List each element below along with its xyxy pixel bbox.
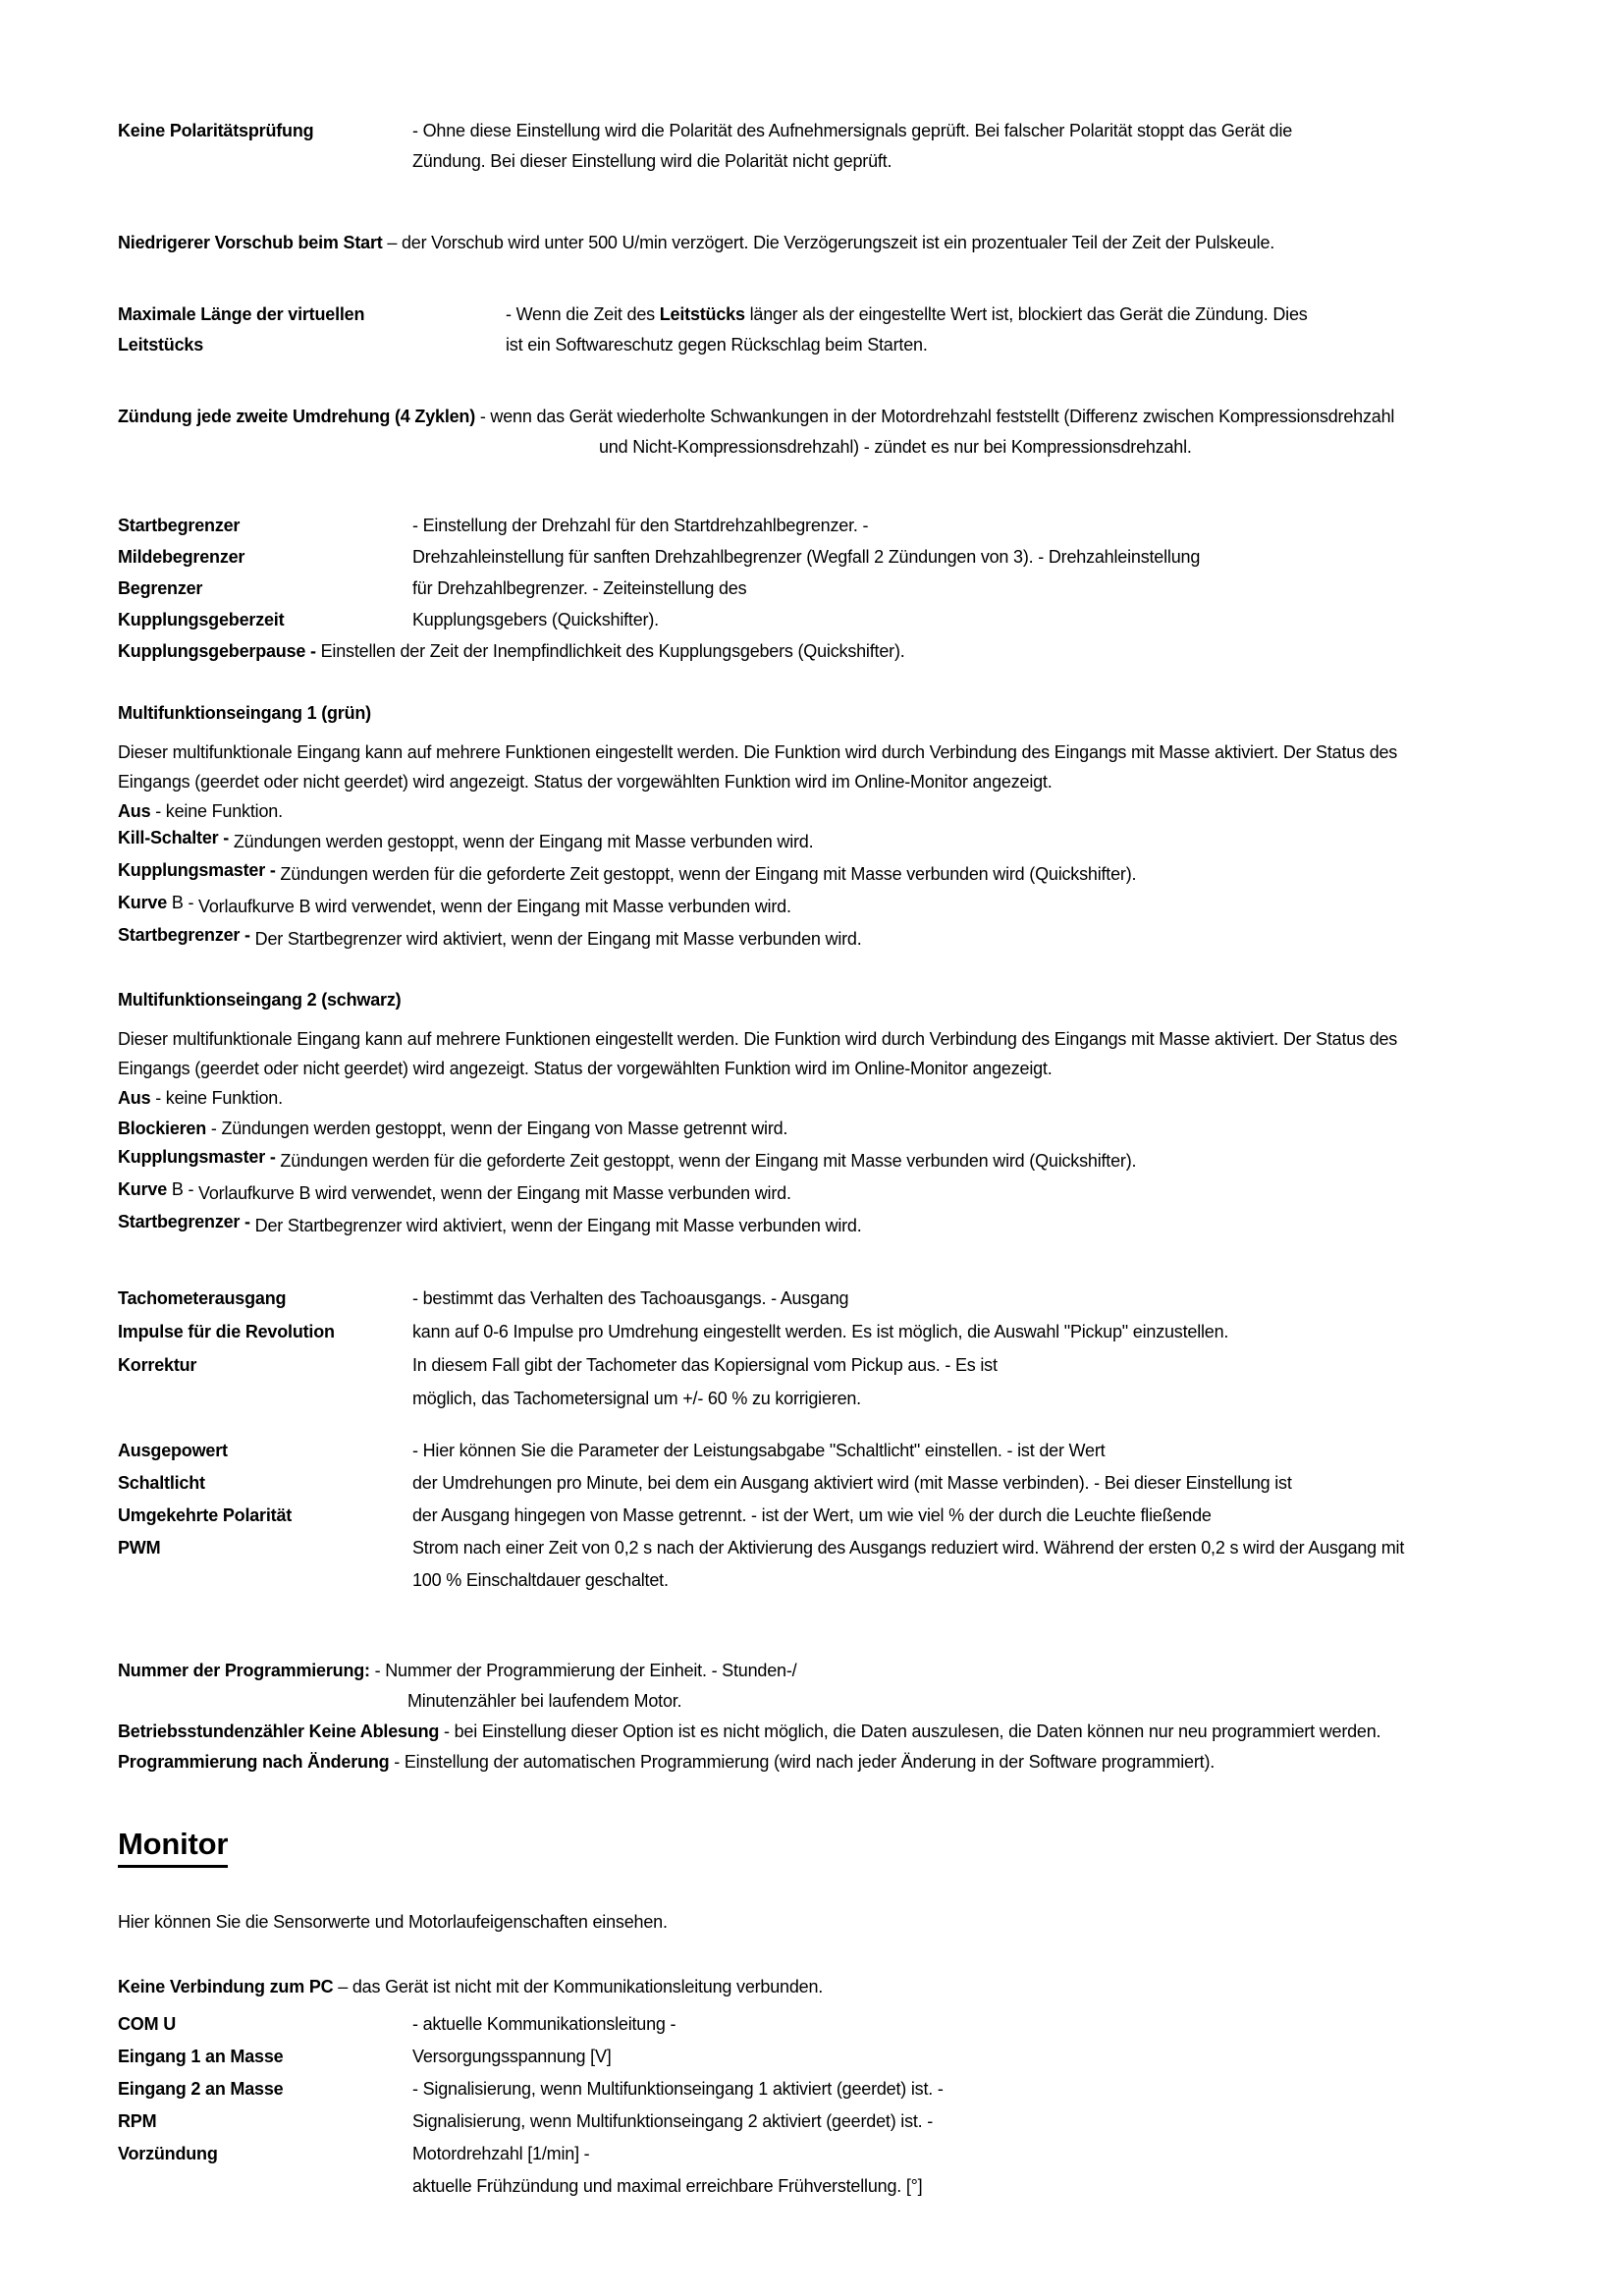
section-clutch-pause bbox=[118, 635, 1514, 667]
definition-text-line: kann auf 0-6 Impulse pro Umdrehung eingestellt werden. Es ist möglich, die Auswahl "Pickup" einzustellen. bbox=[412, 1322, 1229, 1341]
term-label: Kurve bbox=[118, 893, 168, 912]
option-item bbox=[118, 826, 1514, 858]
term-text: Einstellen der Zeit der Inempfindlichkeit des Kupplungsgebers (Quickshifter). bbox=[315, 641, 905, 661]
inline-definition bbox=[118, 1747, 1514, 1777]
definition-desc-column bbox=[506, 300, 1514, 360]
definition-label-column bbox=[118, 510, 412, 635]
definition-label: Begrenzer bbox=[118, 578, 203, 598]
section-paragraph bbox=[118, 738, 1514, 796]
definition-text-line: Strom nach einer Zeit von 0,2 s nach der Aktivierung des Ausgangs reduziert wird. Während der ersten 0,2 s wird der Ausgang mit bbox=[412, 1538, 1405, 1558]
inline-definition bbox=[118, 635, 1514, 667]
section-programming bbox=[118, 1656, 1514, 1777]
definition-text-line: - Signalisierung, wenn Multifunktionseingang 1 aktiviert (geerdet) ist. - bbox=[412, 2079, 944, 2099]
term-text: - keine Funktion. bbox=[150, 1088, 283, 1108]
definition-label: COM U bbox=[118, 2014, 176, 2034]
option-list bbox=[118, 796, 1514, 956]
term-text: Der Startbegrenzer wird aktiviert, wenn der Eingang mit Masse verbunden wird. bbox=[249, 929, 862, 949]
definition-text-line: für Drehzahlbegrenzer. - Zeiteinstellung des bbox=[412, 578, 747, 598]
section-monitor bbox=[118, 1827, 1514, 2203]
option-item bbox=[118, 891, 1514, 923]
inline-definition-continuation: und Nicht-Kompressionsdrehzahl) - zündet es nur bei Kompressionsdrehzahl. bbox=[599, 437, 1192, 457]
definition-text-line: ist ein Softwareschutz gegen Rückschlag beim Starten. bbox=[506, 335, 928, 355]
option-item bbox=[118, 1083, 1514, 1113]
definition-label: Schaltlicht bbox=[118, 1473, 205, 1493]
definition-desc-column bbox=[412, 2008, 1514, 2203]
term-label-group bbox=[118, 893, 193, 912]
definition-desc-column bbox=[412, 1282, 1514, 1415]
paragraph-line: Dieser multifunktionale Eingang kann auf mehrere Funktionen eingestellt werden. Die Funktion wird durch Verbindung des Eingangs mit Masse aktiviert. Der Status des bbox=[118, 1029, 1398, 1049]
definition-text-line: Zündung. Bei dieser Einstellung wird die Polarität nicht geprüft. bbox=[412, 151, 892, 171]
definition-desc-column bbox=[412, 116, 1514, 177]
option-item bbox=[118, 796, 1514, 826]
definition-label-column bbox=[118, 1282, 412, 1382]
term-label: Blockieren bbox=[118, 1119, 207, 1138]
term-text: Zündungen werden gestoppt, wenn der Eingang mit Masse verbunden wird. bbox=[229, 832, 814, 851]
definition-text-line: - aktuelle Kommunikationsleitung - bbox=[412, 2014, 676, 2034]
section-multifunction-input-2 bbox=[118, 985, 1514, 1242]
inline-definition bbox=[118, 1656, 1514, 1686]
term-label: Kupplungsmaster - bbox=[118, 860, 276, 880]
term-label: Betriebsstundenzähler Keine Ablesung bbox=[118, 1722, 440, 1741]
definition-text-line bbox=[506, 300, 1514, 330]
definition-text-line: In diesem Fall gibt der Tachometer das Kopiersignal vom Pickup aus. - Es ist bbox=[412, 1355, 998, 1375]
definition-label: PWM bbox=[118, 1538, 161, 1558]
term-text: - Einstellung der automatischen Programmierung (wird nach jeder Änderung in der Software programmiert). bbox=[389, 1752, 1216, 1772]
term-label: Nummer der Programmierung: bbox=[118, 1661, 370, 1680]
section-heading: Multifunktionseingang 1 (grün) bbox=[118, 703, 371, 723]
term-text: – das Gerät ist nicht mit der Kommunikationsleitung verbunden. bbox=[333, 1977, 824, 1996]
term-text: Zündungen werden für die geforderte Zeit gestoppt, wenn der Eingang mit Masse verbunden wird (Quickshifter). bbox=[275, 864, 1137, 884]
term-label: Kupplungsgeberpause - bbox=[118, 641, 316, 661]
definition-label: Korrektur bbox=[118, 1355, 197, 1375]
definition-text-line: Drehzahleinstellung für sanften Drehzahlbegrenzer (Wegfall 2 Zündungen von 3). - Drehzahleinstellung bbox=[412, 547, 1201, 567]
term-label: Aus bbox=[118, 801, 151, 821]
monitor-heading-row bbox=[118, 1827, 1514, 1868]
definition-text-line: - Ohne diese Einstellung wird die Polarität des Aufnehmersignals geprüft. Bei falscher Polarität stoppt das Gerät die bbox=[412, 121, 1293, 140]
definition-label: Impulse für die Revolution bbox=[118, 1322, 335, 1341]
definition-label: Eingang 2 an Masse bbox=[118, 2079, 284, 2099]
definition-text-line: möglich, das Tachometersignal um +/- 60 % zu korrigieren. bbox=[412, 1389, 861, 1408]
definition-text-line: Signalisierung, wenn Multifunktionseingang 2 aktiviert (geerdet) ist. - bbox=[412, 2111, 934, 2131]
definition-text-line: - Hier können Sie die Parameter der Leistungsabgabe "Schaltlicht" einstellen. - ist der Wert bbox=[412, 1441, 1106, 1460]
term-label: Keine Verbindung zum PC bbox=[118, 1977, 334, 1996]
definition-label: Umgekehrte Polarität bbox=[118, 1505, 293, 1525]
definition-label: Ausgepowert bbox=[118, 1441, 228, 1460]
option-item bbox=[118, 858, 1514, 891]
section-tachometer-output bbox=[118, 1282, 1514, 1415]
term-text: Zündungen werden für die geforderte Zeit gestoppt, wenn der Eingang mit Masse verbunden wird (Quickshifter). bbox=[275, 1151, 1137, 1171]
term-mid: B - bbox=[167, 893, 194, 912]
inline-definition bbox=[118, 228, 1514, 258]
section-every-second-rev bbox=[118, 402, 1514, 463]
inline-definition-continuation: Minutenzähler bei laufendem Motor. bbox=[407, 1691, 682, 1711]
definition-label: Eingang 1 an Masse bbox=[118, 2047, 284, 2066]
option-item bbox=[118, 1113, 1514, 1145]
paragraph-line: Eingangs (geerdet oder nicht geerdet) wird angezeigt. Status der vorgewählten Funktion wird im Online-Monitor angezeigt. bbox=[118, 772, 1053, 792]
definition-label: Startbegrenzer bbox=[118, 516, 241, 535]
definition-label: Maximale Länge der virtuellen bbox=[118, 304, 365, 324]
definition-label: Leitstücks bbox=[118, 335, 204, 355]
paragraph-line: Dieser multifunktionale Eingang kann auf mehrere Funktionen eingestellt werden. Die Funktion wird durch Verbindung des Eingangs mit Masse aktiviert. Der Status des bbox=[118, 742, 1398, 762]
inline-definition bbox=[118, 1717, 1514, 1747]
term-label-group bbox=[118, 1179, 193, 1199]
term-text: länger als der eingestellte Wert ist, blockiert das Gerät die Zündung. Dies bbox=[744, 304, 1308, 324]
section-multifunction-input-1 bbox=[118, 698, 1514, 956]
option-list bbox=[118, 1083, 1514, 1242]
definition-label: RPM bbox=[118, 2111, 157, 2131]
term-label: Kill-Schalter - bbox=[118, 828, 230, 847]
paragraph-line: Eingangs (geerdet oder nicht geerdet) wird angezeigt. Status der vorgewählten Funktion wird im Online-Monitor angezeigt. bbox=[118, 1059, 1053, 1078]
term-label: Aus bbox=[118, 1088, 151, 1108]
term-text: - Zündungen werden gestoppt, wenn der Eingang von Masse getrennt wird. bbox=[206, 1119, 788, 1138]
definition-text-line: Versorgungsspannung [V] bbox=[412, 2047, 612, 2066]
option-item bbox=[118, 1145, 1514, 1177]
term-text: Vorlaufkurve B wird verwendet, wenn der Eingang mit Masse verbunden wird. bbox=[193, 1183, 791, 1203]
definition-text-line: Motordrehzahl [1/min] - bbox=[412, 2144, 590, 2163]
definition-label-column bbox=[118, 116, 412, 146]
term-label: Startbegrenzer - bbox=[118, 1212, 250, 1231]
definition-label: Vorzündung bbox=[118, 2144, 218, 2163]
section-power-output bbox=[118, 1435, 1514, 1597]
term-text: - keine Funktion. bbox=[150, 801, 283, 821]
option-item bbox=[118, 1210, 1514, 1242]
definition-label-column bbox=[118, 1435, 412, 1564]
term-label: Kurve bbox=[118, 1179, 168, 1199]
term-text: - Wenn die Zeit des bbox=[506, 304, 660, 324]
term-label: Kupplungsmaster - bbox=[118, 1147, 276, 1167]
term-text: - bei Einstellung dieser Option ist es nicht möglich, die Daten auszulesen, die Daten können nur neu programmiert werden. bbox=[439, 1722, 1381, 1741]
definition-label-column bbox=[118, 2008, 412, 2170]
term-text: Vorlaufkurve B wird verwendet, wenn der Eingang mit Masse verbunden wird. bbox=[193, 897, 791, 916]
option-item bbox=[118, 1177, 1514, 1210]
section-heading: Multifunktionseingang 2 (schwarz) bbox=[118, 990, 402, 1010]
term-label: Niedrigerer Vorschub beim Start bbox=[118, 233, 383, 252]
term-mid: B - bbox=[167, 1179, 194, 1199]
definition-text-line: - bestimmt das Verhalten des Tachoausgangs. - Ausgang bbox=[412, 1288, 849, 1308]
term-text: Der Startbegrenzer wird aktiviert, wenn der Eingang mit Masse verbunden wird. bbox=[249, 1216, 862, 1235]
monitor-heading: Monitor bbox=[118, 1827, 228, 1868]
definition-label: Tachometerausgang bbox=[118, 1288, 287, 1308]
definition-text-line: Kupplungsgebers (Quickshifter). bbox=[412, 610, 659, 629]
definition-text-line: - Einstellung der Drehzahl für den Startdrehzahlbegrenzer. - bbox=[412, 516, 869, 535]
section-lower-advance bbox=[118, 228, 1514, 258]
term-label: Leitstücks bbox=[659, 304, 745, 324]
term-text: - wenn das Gerät wiederholte Schwankungen in der Motordrehzahl feststellt (Differenz zwischen Kompressionsdrehzahl bbox=[475, 407, 1395, 426]
inline-definition bbox=[118, 1972, 1514, 2002]
section-paragraph bbox=[118, 1024, 1514, 1083]
definition-label: Kupplungsgeberzeit bbox=[118, 610, 285, 629]
term-text: – der Vorschub wird unter 500 U/min verzögert. Die Verzögerungszeit ist ein prozentualer Teil der Zeit der Pulskeule. bbox=[382, 233, 1275, 252]
term-text: - Nummer der Programmierung der Einheit. - Stunden-/ bbox=[369, 1661, 797, 1680]
term-label: Zündung jede zweite Umdrehung (4 Zyklen) bbox=[118, 407, 476, 426]
definition-label: Mildebegrenzer bbox=[118, 547, 245, 567]
definition-desc-column bbox=[412, 1435, 1514, 1597]
inline-definition bbox=[118, 402, 1514, 432]
definition-text-line: 100 % Einschaltdauer geschaltet. bbox=[412, 1570, 669, 1590]
definition-label: Keine Polaritätsprüfung bbox=[118, 121, 314, 140]
option-item bbox=[118, 923, 1514, 956]
monitor-intro: Hier können Sie die Sensorwerte und Motorlaufeigenschaften einsehen. bbox=[118, 1912, 668, 1932]
term-label: Startbegrenzer - bbox=[118, 925, 250, 945]
definition-text-line: der Ausgang hingegen von Masse getrennt. - ist der Wert, um wie viel % der durch die Leuchte fließende bbox=[412, 1505, 1212, 1525]
term-label: Programmierung nach Änderung bbox=[118, 1752, 390, 1772]
definition-label-column bbox=[118, 300, 506, 360]
section-limiters bbox=[118, 510, 1514, 635]
definition-text-line: der Umdrehungen pro Minute, bei dem ein Ausgang aktiviert wird (mit Masse verbinden). - Bei dieser Einstellung ist bbox=[412, 1473, 1292, 1493]
definition-desc-column bbox=[412, 510, 1514, 635]
section-polarity-check bbox=[118, 116, 1514, 177]
definition-text-line: aktuelle Frühzündung und maximal erreichbare Frühverstellung. [°] bbox=[412, 2176, 923, 2196]
monitor-table bbox=[118, 2008, 1514, 2203]
section-max-length bbox=[118, 300, 1514, 360]
